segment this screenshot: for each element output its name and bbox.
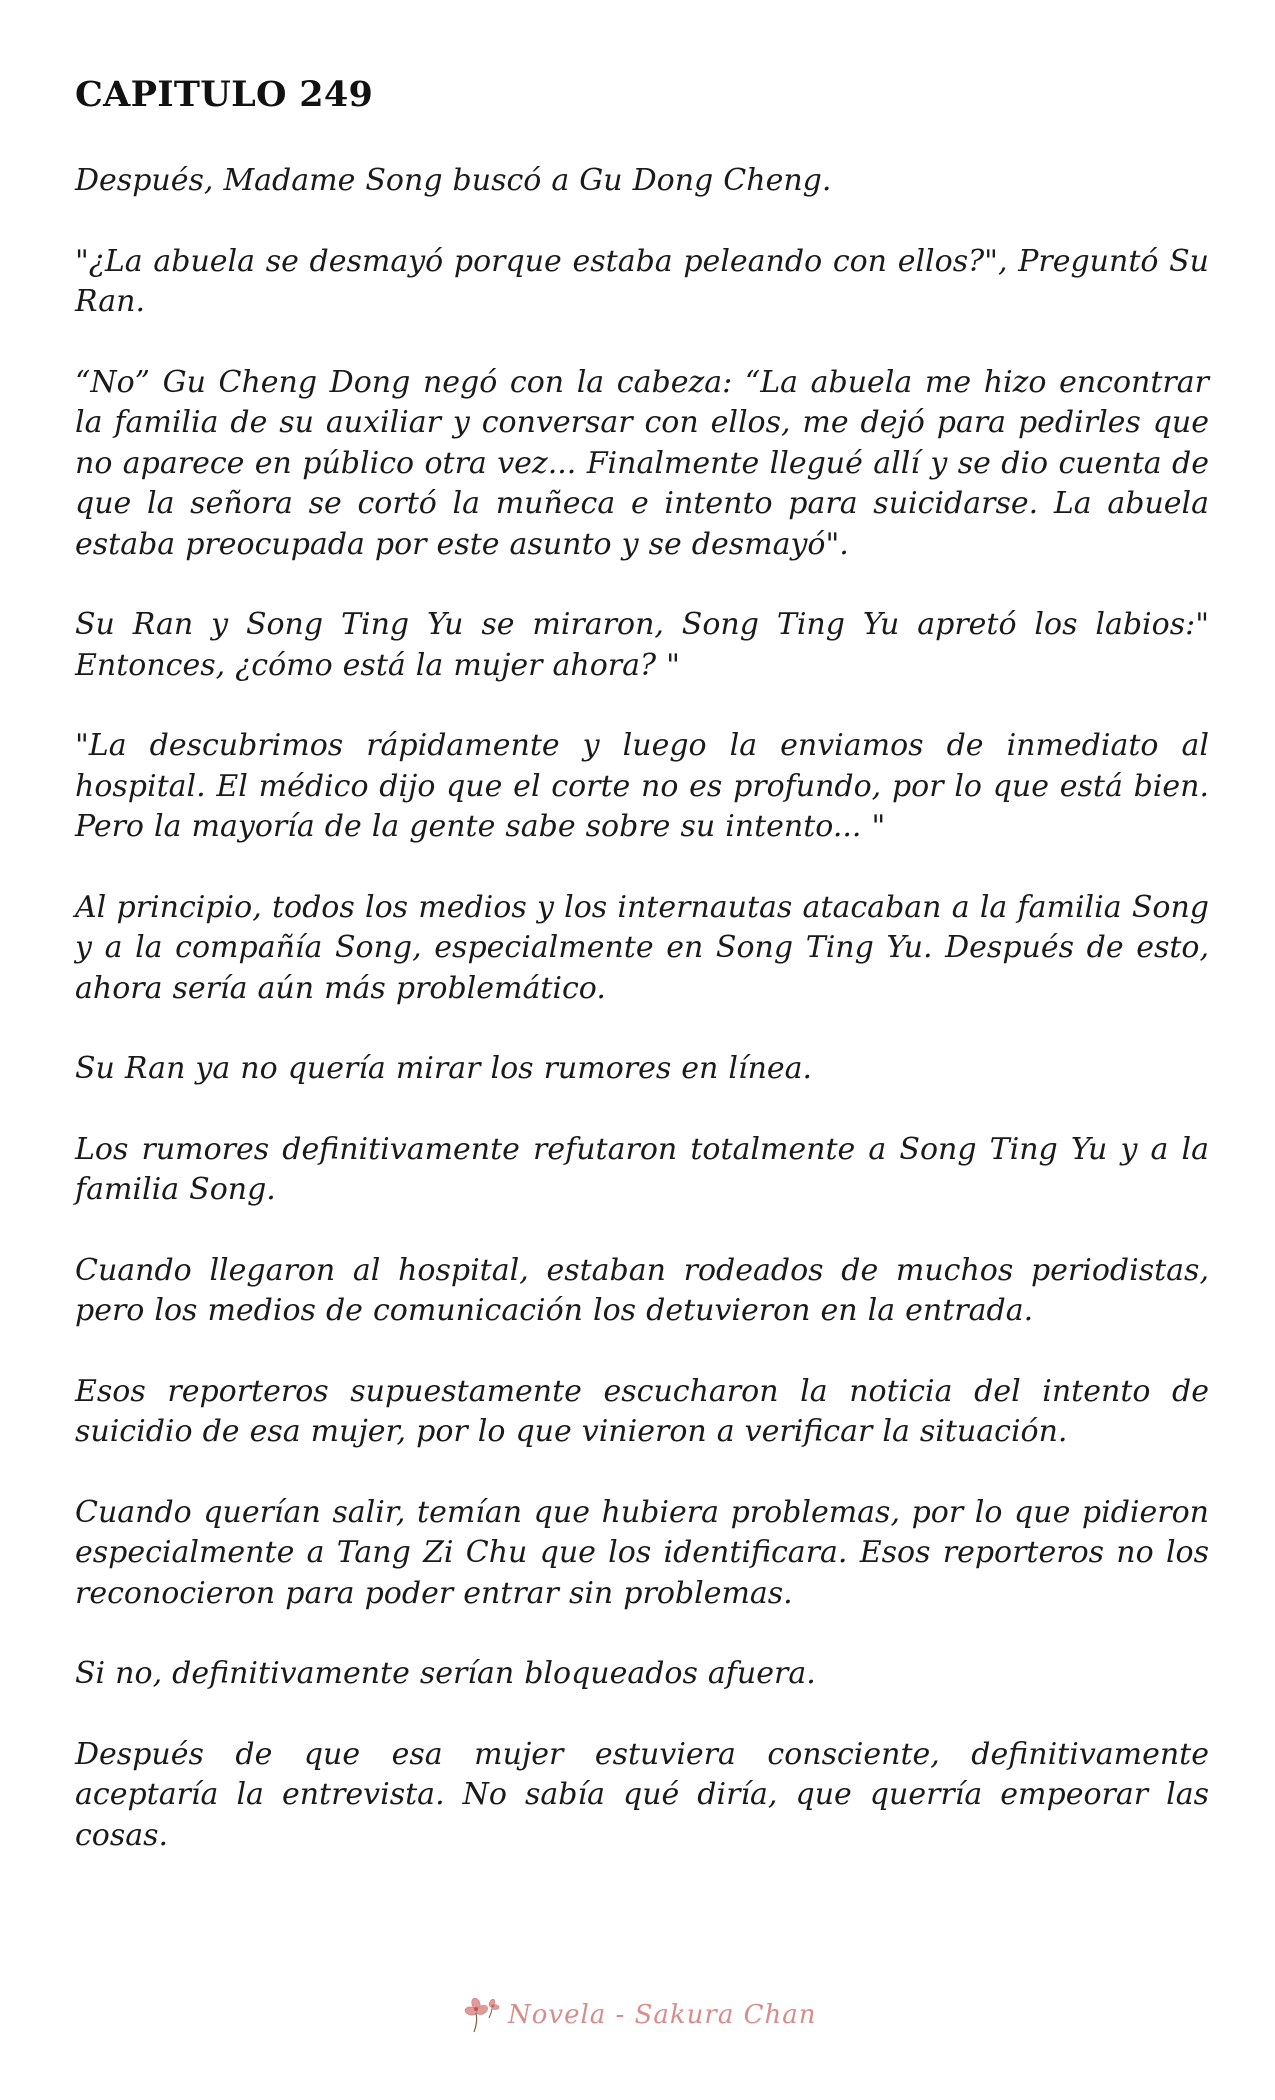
watermark xyxy=(462,1990,817,2040)
paragraph: "¿La abuela se desmayó porque estaba peleando con ellos?", Preguntó Su Ran. xyxy=(75,243,1209,319)
chapter-body xyxy=(75,161,1209,1896)
watermark-text: Novela - Sakura Chan xyxy=(508,2000,817,2030)
paragraph: Si no, definitivamente serían bloqueados afuera. xyxy=(75,1656,816,1691)
chapter-title: CAPITULO 249 xyxy=(75,74,374,115)
paragraph: Cuando llegaron al hospital, estaban rodeados de muchos periodistas, pero los medios de comunicación los detuvieron en la entrada. xyxy=(75,1252,1209,1328)
sakura-flower-icon xyxy=(462,1994,502,2036)
paragraph: Después, Madame Song buscó a Gu Dong Cheng. xyxy=(75,163,832,198)
paragraph: Al principio, todos los medios y los internautas atacaban a la familia Song y a la compañía Song, especialmente en Song Ting Yu. Después de esto, ahora sería aún más problemático. xyxy=(75,889,1209,1006)
paragraph: Esos reporteros supuestamente escucharon la noticia del intento de suicidio de esa mujer, por lo que vinieron a verificar la situación. xyxy=(75,1373,1209,1449)
paragraph: Su Ran ya no quería mirar los rumores en línea. xyxy=(75,1051,813,1086)
paragraph: “No” Gu Cheng Dong negó con la cabeza: “La abuela me hizo encontrar la familia de su auxiliar y conversar con ellos, me dejó para pedirles que no aparece en público otra vez... Finalmente llegué allí y se dio cuenta de que la señora se cortó la muñeca e intento para suicidarse. La abuela estaba preocupada por este asunto y se desmayó". xyxy=(75,364,1209,562)
paragraph: Su Ran y Song Ting Yu se miraron, Song Ting Yu apretó los labios:" Entonces, ¿cómo está la mujer ahora? " xyxy=(75,607,1209,683)
paragraph: Cuando querían salir, temían que hubiera problemas, por lo que pidieron especialmente a Tang Zi Chu que los identificara. Esos reporteros no los reconocieron para poder entrar sin problemas. xyxy=(75,1494,1209,1611)
paragraph: "La descubrimos rápidamente y luego la enviamos de inmediato al hospital. El médico dijo que el corte no es profundo, por lo que está bien. Pero la mayoría de la gente sabe sobre su intento... " xyxy=(75,728,1209,844)
paragraph: Los rumores definitivamente refutaron totalmente a Song Ting Yu y a la familia Song. xyxy=(75,1131,1209,1207)
paragraph: Después de que esa mujer estuviera consciente, definitivamente aceptaría la entrevista. No sabía qué diría, que querría empeorar las cosas. xyxy=(75,1736,1209,1853)
